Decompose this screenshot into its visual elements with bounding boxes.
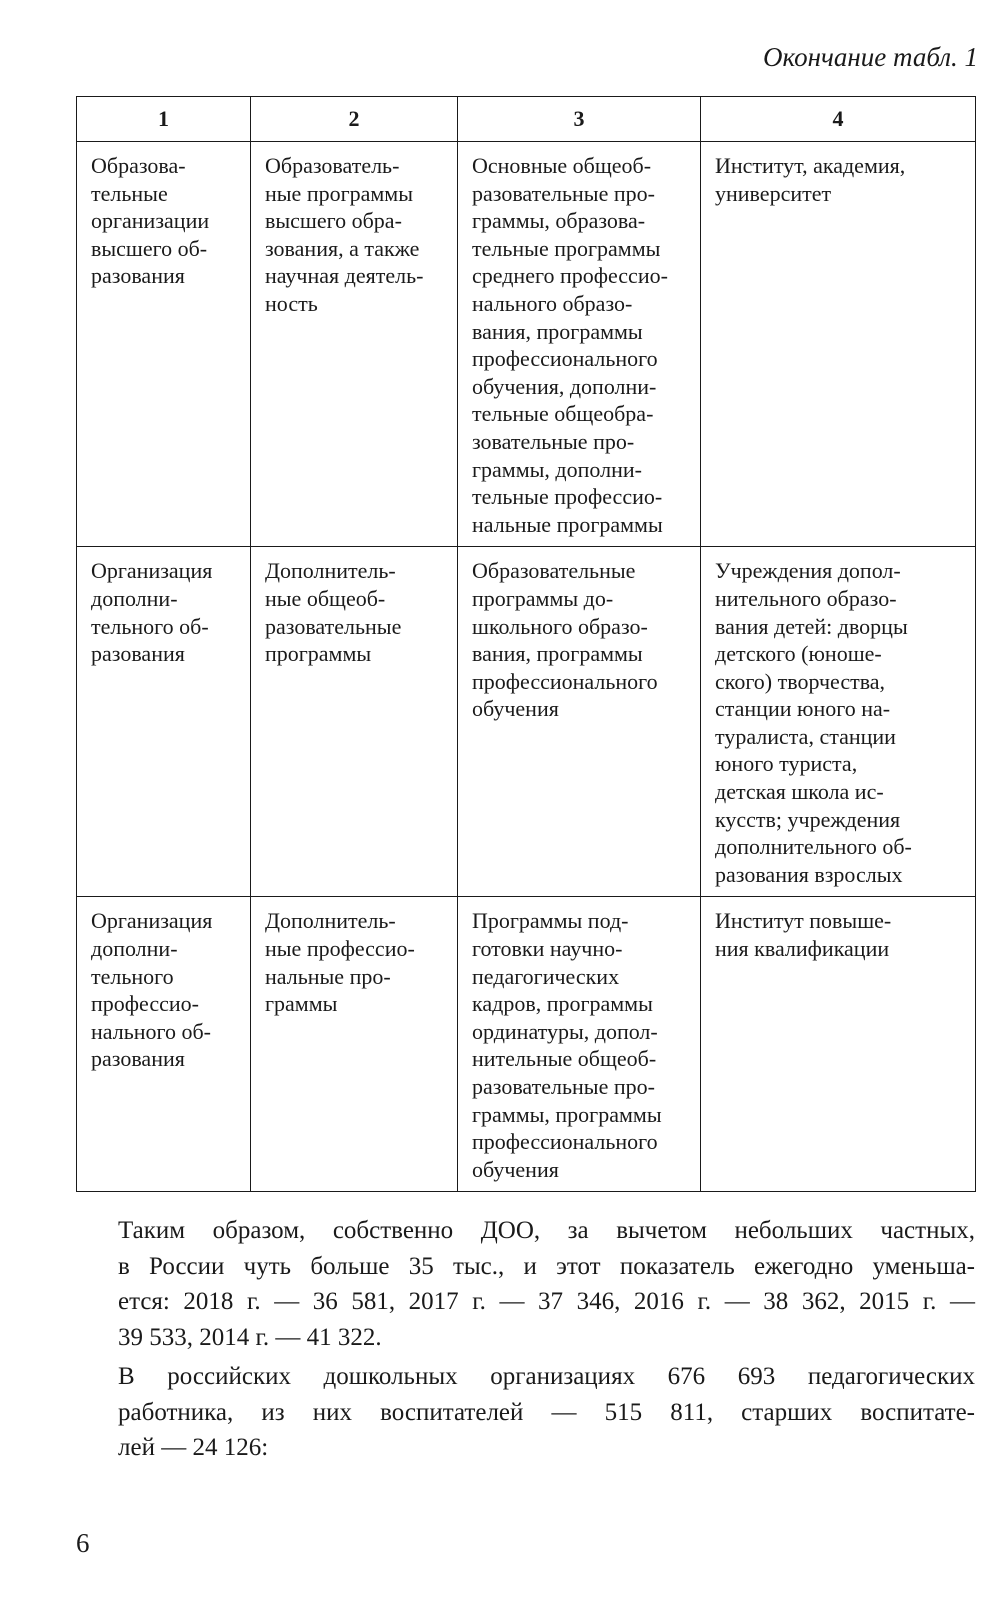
table-caption: Окончание табл. 1 [762,42,978,72]
column-header-3: 3 [458,97,701,142]
table-cell: Программы под- готовки научно- педагогических кадров, программы ординатуры, допол- нительные общеоб- разовательные про- граммы, программы профессионального обучения [458,897,701,1192]
table-cell: Дополнитель- ные профессио- нальные про- граммы [251,897,458,1192]
table-cell: Дополнитель- ные общеоб- разовательные программы [251,547,458,897]
table-row [77,547,976,897]
paragraph-line: работника, из них воспитателей — 515 811, старших воспитате- [118,1398,975,1426]
table-row [77,897,976,1192]
page-number: 6 [76,1528,90,1558]
table-cell: Образовательные программы до- школьного образо- вания, программы профессионального обучения [458,547,701,897]
education-organizations-table [76,96,976,1192]
table-cell: Учреждения допол- нительного образо- вания детей: дворцы детского (юноше- ского) творчества, станции юного на- туралиста, станции юного туриста, детская школа ис- кусств; учреждения дополнительного об- разования взрослых [701,547,976,897]
paragraph-line: ется: 2018 г. — 36 581, 2017 г. — 37 346, 2016 г. — 38 362, 2015 г. — [118,1288,975,1315]
table-cell: Образователь- ные программы высшего обра- зования, а также научная деятель- ность [251,142,458,547]
table-cell: Институт, академия, университет [701,142,976,547]
paragraph-line: В российских дошкольных организациях 676 693 педагогических [118,1363,975,1390]
table-cell: Образова- тельные организации высшего об- разования [77,142,251,547]
table-row [77,142,976,547]
paragraph-line: 39 533, 2014 г. — 41 322. [118,1323,382,1351]
table-cell: Основные общеоб- разовательные про- граммы, образова- тельные программы среднего профессио- нального образо- вания, программы профессионального обучения, дополни- тельные общеобра- зовательные про- граммы, дополни- тельные профессио- нальные программы [458,142,701,547]
table-cell: Институт повыше- ния квалификации [701,897,976,1192]
paragraph-line: в России чуть больше 35 тыс., и этот показатель ежегодно уменьша- [118,1252,975,1280]
table-cell: Организация дополни- тельного профессио- нального об- разования [77,897,251,1192]
column-header-2: 2 [251,97,458,142]
table-header-row [77,97,976,142]
body-paragraph-2 [76,1359,975,1466]
column-header-1: 1 [77,97,251,142]
paragraph-line: лей — 24 126: [118,1434,269,1461]
paragraph-line: Таким образом, собственно ДОО, за вычетом небольших частных, [118,1217,975,1244]
table-cell: Организация дополни- тельного об- разования [77,547,251,897]
column-header-4: 4 [701,97,976,142]
body-paragraph-1 [76,1213,975,1355]
